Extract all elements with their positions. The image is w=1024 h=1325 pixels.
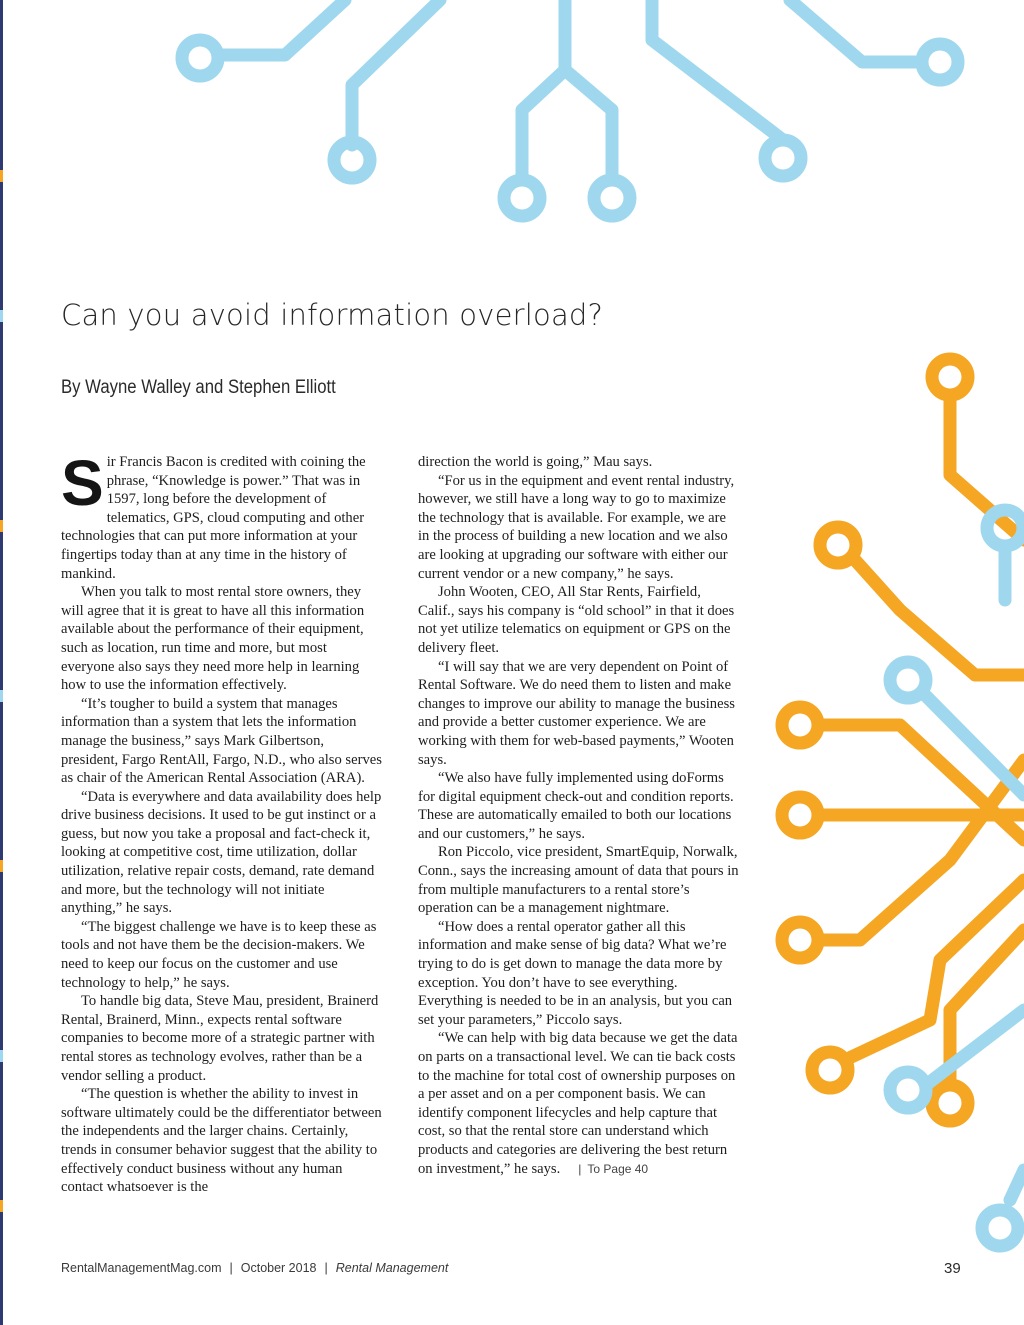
paragraph: John Wooten, CEO, All Star Rents, Fairfield, Calif., says his company is “old school” in that it does not yet utilize telematics on equipment or GPS on the delivery fleet. — [418, 584, 735, 656]
jump-divider: | — [578, 1161, 582, 1176]
drop-cap: S — [61, 447, 104, 519]
footer-site[interactable]: RentalManagementMag.com — [61, 1261, 222, 1275]
footer-date: October 2018 — [240, 1261, 317, 1275]
article-column-2 — [418, 453, 740, 1178]
paragraph: “The question is whether the ability to invest in software ultimately could be the differentiator between the independents and the larger chains. Certainly, trends in consumer behavior suggest that the ability to effectively conduct business without any human contact whatsoever is the — [61, 1086, 382, 1196]
paragraph: direction the world is going,” Mau says. — [418, 454, 653, 470]
paragraph: “For us in the equipment and event rental industry, however, we still have a long way to go to maximize the technology that is available. For example, we are in the process of building a new location and we also are looking at upgrading our software with either our current vendor or a new company,” he says. — [418, 472, 735, 582]
lead-paragraph-text: ir Francis Bacon is credited with coining the phrase, “Knowledge is power.” That was in 1597, long before the development of telematics, GPS, cloud computing and other technologies that can put more information at your fingertips today than at any time in the history of mankind. — [61, 454, 366, 582]
paragraph: “I will say that we are very dependent on Point of Rental Software. We do need them to listen and make changes to improve our ability to manage the business and provide a better customer experience. We are working with them for web-based payments,” Wooten says. — [418, 658, 735, 768]
article-title: Can you avoid information overload? — [61, 298, 604, 332]
paragraph: When you talk to most rental store owners, they will agree that it is great to have all this information available about the performance of their equipment, such as location, run time and more, but most everyone also says they need more help in learning how to use the information effectively. — [61, 584, 365, 694]
page-footer — [61, 1261, 448, 1275]
paragraph: “Data is everywhere and data availability does help drive business decisions. It used to be gut instinct or a guess, but now you take a proposal and fact-check it, looking at competitive cost, time utilization, dollar utilization, relative repair costs, demand, rate demand and more, but the technology will not initiate anything,” he says. — [61, 788, 382, 917]
page-number: 39 — [944, 1260, 961, 1277]
paragraph: To handle big data, Steve Mau, president, Brainerd Rental, Brainerd, Minn., expects rental software companies to become more of a strategic partner with rental stores as technology evolves, rather than be a vendor selling a product. — [61, 993, 379, 1084]
jump-label: To Page 40 — [587, 1161, 649, 1176]
orange-circuit-right — [782, 359, 1024, 1121]
paragraph: “How does a rental operator gather all this information and make sense of big data? What we’re trying to do is get down to manage the data more by exception. You don’t have to see everything. Everything is needed to be in an analysis, but you can set your parameters,” Piccolo says. — [418, 918, 733, 1028]
footer-magazine: Rental Management — [335, 1261, 449, 1275]
paragraph: “The biggest challenge we have is to keep these as tools and not have them be the decision-makers. We need to keep our focus on the customer and use technology to help,” he says. — [61, 918, 377, 991]
closing-paragraph-text: “We can help with big data because we get the data on parts on a transactional level. We can tie back costs to the machine for total cost of ownership purposes on a per asset and on a per component basis. We can identify component lifecycles and help capture that cost, so that the rental store can understand which products and categories are delivering the best return on investment,” he says. — [418, 1030, 738, 1177]
footer-divider: | — [229, 1261, 233, 1275]
continued-jump[interactable] — [578, 1162, 648, 1176]
lead-paragraph — [61, 447, 383, 583]
footer-divider: | — [324, 1261, 328, 1275]
article-column-1 — [61, 447, 383, 1197]
closing-paragraph — [418, 1029, 740, 1178]
paragraph: “We also have fully implemented using doForms for digital equipment check-out and condition reports. These are automatically emailed to both our locations and our customers,” he says. — [418, 770, 734, 842]
paragraph: “It’s tougher to build a system that manages information than a system that lets the information manage the business,” says Mark Gilbertson, president, Fargo RentAll, Fargo, N.D., who also serves as chair of the American Rental Association (ARA). — [61, 695, 382, 787]
paragraph: Ron Piccolo, vice president, SmartEquip, Norwalk, Conn., says the increasing amount of data that pours in from multiple manufacturers to a rental store’s operation can be a management nightmare. — [418, 844, 739, 917]
article-byline: By Wayne Walley and Stephen Elliott — [61, 377, 336, 398]
blue-circuit-top — [182, 0, 958, 216]
